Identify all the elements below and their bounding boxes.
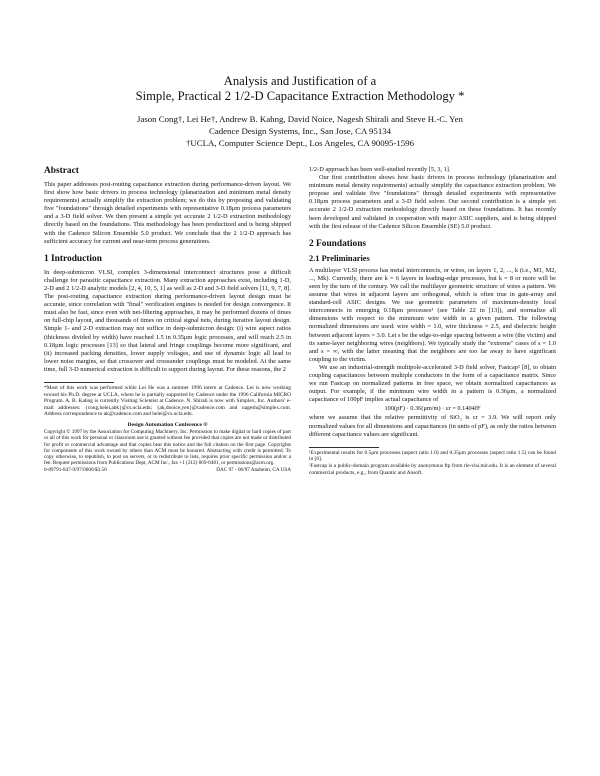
right-footnote-rule: [309, 447, 379, 448]
author-footnote: *Most of this work was performed while Lei He was a summer 1996 intern at Cadence. Lei is now working toward his Ph.D. degree at UCLA, where he is partially supported by Cadence under the 1996 California MICRO Program. A. B. Kahng is currently Visiting Scientist at Cadence. N. Shirali is now with Simplex, Inc. Authors' e-mail addresses: {cong,helei,abk}@cs.ucla.edu; {ak,dnoice,yen}@cadence.com and nagesh@simplex.com. Address correspondence to ak@cadence.com and helei@cs.ucla.edu.: [44, 384, 291, 418]
authors-line: Jason Cong†, Lei He†, Andrew B. Kahng, David Noice, Nagesh Shirali and Steve H.-C. Yen: [137, 114, 463, 124]
preliminaries-text: A multilayer VLSI process has metal interconnects, or wires, on layers 1, 2, ..., k (i.e., M1, M2, ..., Mk). Currently, there are k = 6 layers in leading-edge processes, but k = 8 or more will be seen by the turn of the century. We call the multilayer geometric structure of wires a pattern. We assume that wires in adjacent layers are orthogonal, which is often true in gate-array and standard-cell ASIC designs. We use geometric parameters of maximum-density local interconnects in emerging 0.18μm processes¹ (see Table 22 in [13]), and normalize all dimensions with respect to the minimum wire width in a given pattern. The following normalized dimensions are used: wire width = 1.0, wire thickness = 2.5, and dielectric height between adjacent layers = 3.0. Let s be the edge-to-edge spacing between a wire (the victim) and its same-layer neighboring wires (neighbors). We typically study the "extreme" cases of s = 1.0 and s = ∞, with the latter meaning that the neighbors are too far away to have significant coupling to the victim.: [309, 266, 556, 363]
fastcap-text: We use an industrial-strength multipole-accelerated 3-D field solver, Fastcap² [8], to obtain coupling capacitances between multiple conductors in the form of a capacitance matrix. Since we run Fastcap on normalized patterns in free space, we obtain normalized capacitances as output. For example, if the minimum wire width in a pattern is 0.36μm, a normalized capacitance of 100pF implies actual capacitance of: [309, 363, 556, 404]
introduction-heading: 1 Introduction: [44, 253, 102, 264]
isbn: 0-89791-847-9/97/0006/$3.50: [44, 466, 107, 473]
abstract-text: This paper addresses post-routing capacitance extraction during performance-driven layout. We first show how basic drivers in process technology (planarization and minimum metal density requirements) actually simplify the extraction problem; we do this by proposing and validating five "foundations" through detailed experiments with representative 0.18μm process parameters and a 3-D field solver. We then present a simple yet accurate 2 1/2-D extraction methodology directly based on the foundations. This methodology has been productized and is being shipped with the Cadence Silicon Ensemble 5.0 product. We conclude that the 2 1/2-D approach has sufficient accuracy for current and near-term process generations.: [44, 181, 291, 245]
left-column: [44, 166, 291, 473]
contributions-text: Our first contribution shows how basic drivers in process technology (planarization and minimum metal density requirements) actually simplify the capacitance extraction problem. We propose and validate five "foundations" through detailed experiments with representative 0.18μm process parameters and a 3-D field solver. Our second contribution is a simple yet accurate 2 1/2-D extraction methodology directly based on these foundations. It has recently been developed and validated in cooperation with major ASIC suppliers, and is being shipped with the first release of the Cadence Silicon Ensemble (SE) 5.0 product.: [309, 174, 556, 230]
affiliation-cadence: Cadence Design Systems, Inc., San Jose, CA 95134: [208, 126, 392, 136]
permittivity-text: where we assume that the relative permittivity of SiO₂ is εr = 3.9. We will report only normalized values for all dimensions and capacitances (in units of pF), as only the ratios between different capacitance values are significant.: [309, 414, 556, 438]
dac-reference: DAC 97 - 06/97 Anaheim, CA USA: [216, 466, 291, 473]
copyright-notice: Copyright © 1997 by the Association for Computing Machinery, Inc. Permission to make digital or hard copies of part or all of this work for personal or classroom use is granted without fee provided that copies are not made or distributed for profit or commercial advantage and that copies bear this notice and the full citation on the first page. Copyrights for components of this work owned by others than ACM must be honored. Abstracting with credit is permitted. To copy otherwise, to republish, to post on servers, or to redistribute to lists, requires prior specific permission and/or a fee. Request permissions from Publications Dept, ACM Inc., fax +1 (212) 869-0481, or permissions@acm.org.: [44, 428, 291, 467]
intro-continuation: 1/2-D approach has been well-studied recently [5, 3, 1].: [309, 166, 451, 173]
foundations-heading: 2 Foundations: [309, 238, 367, 249]
dac-conference-title: Design Automation Conference ®: [127, 421, 208, 428]
title-line-2: Simple, Practical 2 1/2-D Capacitance Extraction Methodology *: [135, 89, 465, 103]
title-line-1: Analysis and Justification of a: [223, 74, 377, 88]
footnote-rule: [44, 382, 114, 383]
abstract-heading: Abstract: [44, 166, 79, 176]
author-block: [0, 113, 600, 149]
right-column: [309, 166, 556, 476]
preliminaries-heading: 2.1 Preliminaries: [309, 253, 370, 263]
capacitance-formula: 100(pF) · 0.36(μm/m) · εr = 0.1404fF: [384, 405, 481, 413]
affiliation-ucla: †UCLA, Computer Science Dept., Los Angeles, CA 90095-1596: [186, 138, 414, 148]
footnote-1: ¹Experimental results for 0.5μm processes (aspect ratio 1.0) and 0.35μm processes (aspect ratio 1.5) can be found in [6].: [309, 449, 556, 463]
footnote-2: ²Fastcap is a public-domain program available by anonymous ftp from rle-vlsi.mit.edu. It is an element of several commercial products, e.g., from Quantic and Ansoft.: [309, 462, 556, 476]
introduction-text: In deep-submicron VLSI, complex 3-dimensional interconnect structures pose a difficult challenge for parasitic capacitance extraction. Many extraction approaches exist, including 1-D, 2-D and 2 1/2-D analytic models [2, 4, 10, 5, 1] as well as 2-D and 3-D field solvers [11, 9, 7, 8]. The post-routing capacitance extraction during performance-driven layout design must be accurate, since correlation with "final" verification engines is needed for design convergence. It must also be fast, since even with net-filtering approaches, it may be performed dozens of times on full-chip layout, and thousands of times on critical signal nets, during iterative layout design. Simple 1- and 2-D extraction may not suffice in deep-submicron design: (i) wire aspect ratios (thickness divided by width) have reached 1.5 in 0.35μm logic processes, and will reach 2.5 in 0.18μm logic processes [13] so that lateral and fringe couplings become more significant, and (ii) increased packing densities, lower supply voltages, and use of dynamic logic all lead to lower noise margins, so that crossover and crossunder couplings must be modeled. At the same time, full 3-D numerical extraction is difficult to support during layout. For these reasons, the 2: [44, 268, 291, 373]
publication-info: [44, 467, 291, 473]
paper-title: [0, 74, 600, 104]
